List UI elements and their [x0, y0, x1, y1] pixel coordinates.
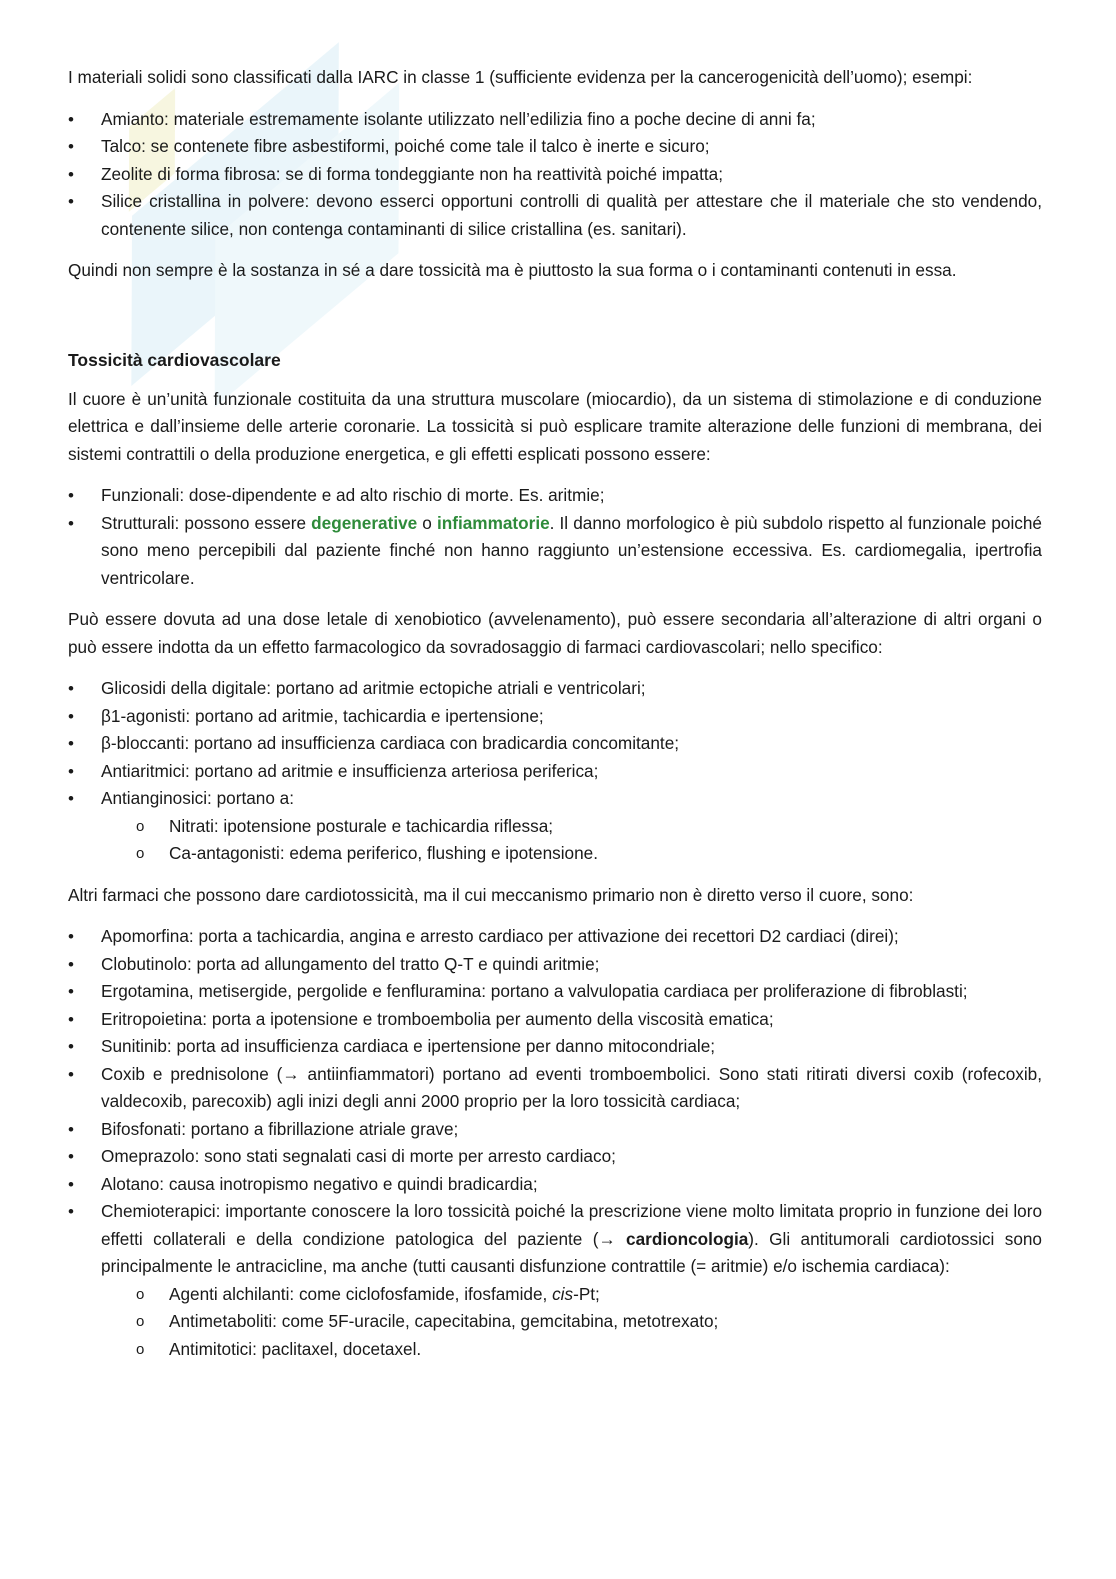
- sublist-item: o Ca-antagonisti: edema periferico, flushing e ipotensione.: [68, 840, 1042, 868]
- list-item: • Apomorfina: porta a tachicardia, angina e arresto cardiaco per attivazione dei recettori D2 cardiaci (direi);: [68, 923, 1042, 951]
- section-heading: Tossicità cardiovascolare: [68, 349, 281, 370]
- list-item: • Amianto: materiale estremamente isolante utilizzato nell’edilizia fino a poche decine di anni fa;: [68, 106, 1042, 134]
- list-item: • Funzionali: dose-dipendente e ad alto rischio di morte. Es. aritmie;: [68, 482, 1042, 510]
- text-run: . Il danno morfologico è più subdolo rispetto al funzionale poiché sono meno percepibili dal paziente finché non hanno raggiunto un’estensione eccessiva. Es. cardiomegalia, ipertrofia ventricolare.: [101, 512, 1042, 588]
- list-item: • Zeolite di forma fibrosa: se di forma tondeggiante non ha reattività poiché impatta;: [68, 161, 1042, 189]
- sublist-item: o Antimetaboliti: come 5F-uracile, capecitabina, gemcitabina, metotrexato;: [68, 1308, 1042, 1336]
- list-item: • Talco: se contenete fibre asbestiformi, poiché come tale il talco è inerte e sicuro;: [68, 133, 1042, 161]
- list-item: • Ergotamina, metisergide, pergolide e fenfluramina: portano a valvulopatia cardiaca per proliferazione di fibroblasti;: [68, 978, 1042, 1006]
- document-page: [68, 64, 1042, 1363]
- effects-list: [68, 482, 1042, 592]
- highlight-degenerative: degenerative: [311, 512, 418, 533]
- text-run: Strutturali: possono essere: [101, 512, 312, 533]
- antianginosici-sublist: [68, 813, 1042, 868]
- heart-paragraph: Il cuore è un’unità funzionale costituita da una struttura muscolare (miocardio), da un sistema di stimolazione e di conduzione elettrica e dall’insieme delle arterie coronarie. La tossicità si può esplicare tramite alterazione delle funzioni di membrana, dei sistemi contrattili o della produzione energetica, e gli effetti esplicati possono essere:: [68, 388, 1042, 464]
- list-item: • Glicosidi della digitale: portano ad aritmie ectopiche atriali e ventricolari;: [68, 675, 1042, 703]
- causes-paragraph: Può essere dovuta ad una dose letale di xenobiotico (avvelenamento), può essere secondaria all’alterazione di altri organi o può essere indotta da un effetto farmacologico da sovradosaggio di farmaci cardiovascolari; nello specifico:: [68, 609, 1042, 657]
- chemo-sublist: [68, 1281, 1042, 1364]
- list-item: • Clobutinolo: porta ad allungamento del tratto Q-T e quindi aritmie;: [68, 951, 1042, 979]
- list-item: • β1-agonisti: portano ad aritmie, tachicardia e ipertensione;: [68, 703, 1042, 731]
- intro-paragraph: I materiali solidi sono classificati dalla IARC in classe 1 (sufficiente evidenza per la cancerogenicità dell’uomo); esempi:: [68, 67, 973, 87]
- list-item: • Coxib e prednisolone (→ antiinfiammatori) portano ad eventi tromboembolici. Sono stati ritirati diversi coxib (rofecoxib, valdecoxib, parecoxib) agli inizi degli anni 2000 proprio per la loro tossicità cardiaca;: [68, 1061, 1042, 1116]
- list-item: • Omeprazolo: sono stati segnalati casi di morte per arresto cardiaco;: [68, 1143, 1042, 1171]
- text-run: ). Gli antitumorali cardiotossici sono principalmente le antracicline, ma anche (tutti causanti disfunzione contrattile (= aritmie) e/o ischemia cardiaca):: [101, 1228, 1042, 1276]
- sublist-item: [68, 1281, 1042, 1309]
- list-item: • Alotano: causa inotropismo negativo e quindi bradicardia;: [68, 1171, 1042, 1199]
- italic-cis: cis: [552, 1283, 574, 1304]
- highlight-cardioncologia: cardioncologia: [626, 1228, 749, 1249]
- list-item: • β-bloccanti: portano ad insufficienza cardiaca con bradicardia concomitante;: [68, 730, 1042, 758]
- list-item: • Silice cristallina in polvere: devono esserci opportuni controlli di qualità per attestare che il materiale che sto vendendo, contenente silice, non contenga contaminanti di silice cristallina (es. sanitari).: [68, 188, 1042, 243]
- list-item: • Sunitinib: porta ad insufficienza cardiaca e ipertensione per danno mitocondriale;: [68, 1033, 1042, 1061]
- text-run: Agenti alchilanti: come ciclofosfamide, ifosfamide,: [169, 1283, 553, 1304]
- list-item: [68, 1198, 1042, 1281]
- text-run: -Pt;: [573, 1283, 600, 1304]
- list-item: • Eritropoietina: porta a ipotensione e tromboembolia per aumento della viscosità ematica;: [68, 1006, 1042, 1034]
- list-item: • Antiaritmici: portano ad aritmie e insufficienza arteriosa periferica;: [68, 758, 1042, 786]
- materials-list: [68, 106, 1042, 244]
- sublist-item: o Nitrati: ipotensione posturale e tachicardia riflessa;: [68, 813, 1042, 841]
- text-run: Chemioterapici: importante conoscere la loro tossicità poiché la prescrizione viene molto limitata proprio in funzione dei loro effetti collaterali e della condizione patologica del paziente (→: [101, 1201, 1042, 1249]
- list-item: • Bifosfonati: portano a fibrillazione atriale grave;: [68, 1116, 1042, 1144]
- list-item: [68, 510, 1042, 593]
- list-item: • Antianginosici: portano a:: [68, 785, 1042, 813]
- sublist-item: o Antimitotici: paclitaxel, docetaxel.: [68, 1336, 1042, 1364]
- highlight-infiammatorie: infiammatorie: [436, 512, 550, 533]
- other-drugs-paragraph: Altri farmaci che possono dare cardiotossicità, ma il cui meccanismo primario non è diretto verso il cuore, sono:: [68, 884, 914, 905]
- summary-paragraph: Quindi non sempre è la sostanza in sé a dare tossicità ma è piuttosto la sua forma o i contaminanti contenuti in essa.: [68, 260, 957, 280]
- drugs-list: [68, 675, 1042, 813]
- text-run: o: [417, 512, 437, 533]
- other-drugs-list: [68, 923, 1042, 1281]
